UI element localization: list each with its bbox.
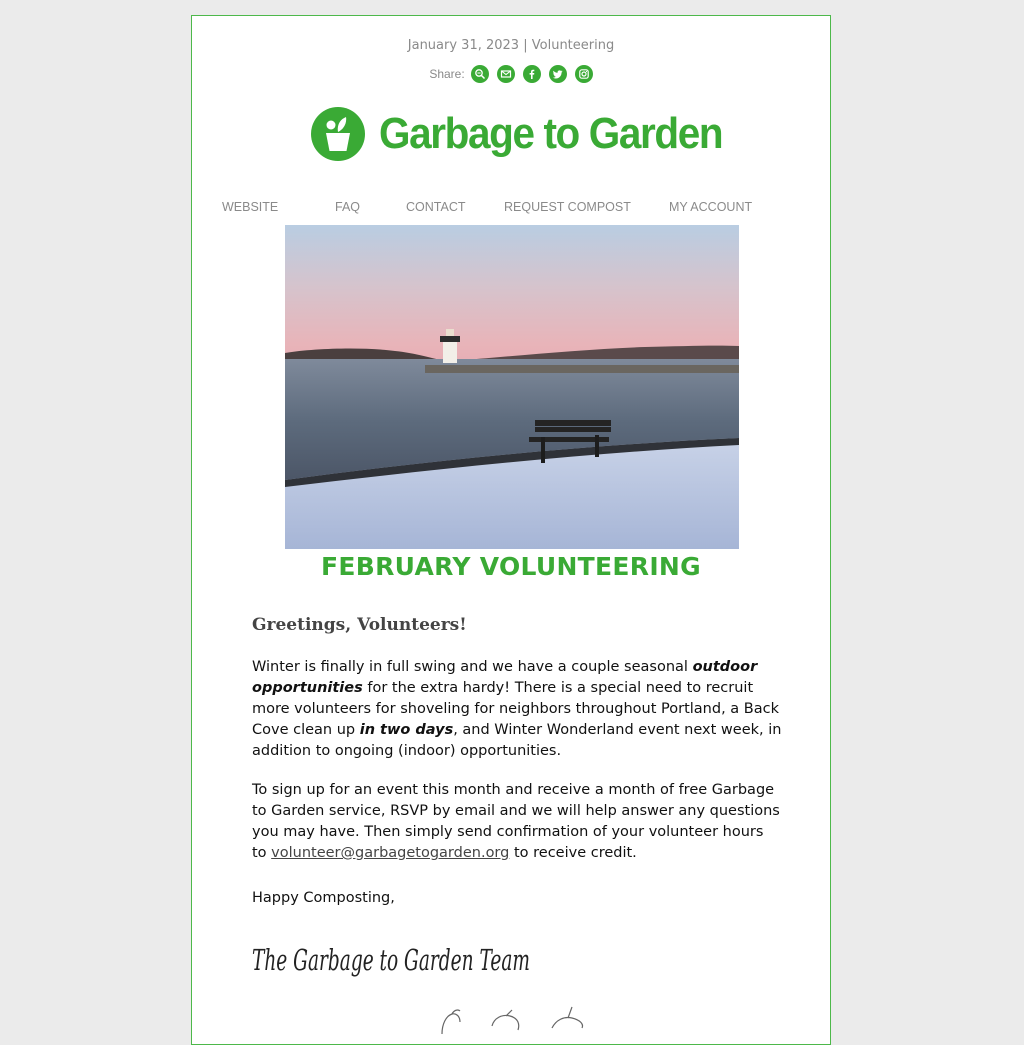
nav-my-account[interactable]: MY ACCOUNT xyxy=(669,200,753,214)
email-container xyxy=(191,15,831,1045)
instagram-icon[interactable] xyxy=(575,65,593,83)
signature-handwritten xyxy=(250,936,550,992)
nav-faq[interactable]: FAQ xyxy=(335,200,361,214)
svg-text:The Garbage to Garden Team: The Garbage to Garden Team xyxy=(252,943,530,977)
message-body xyxy=(252,613,782,909)
greeting: Greetings, Volunteers! xyxy=(252,615,467,635)
facebook-icon[interactable] xyxy=(523,65,541,83)
newsletter-headline: FEBRUARY VOLUNTEERING xyxy=(321,552,701,581)
brand-logo[interactable] xyxy=(310,104,752,164)
signup-paragraph: To sign up for an event this month and receive a month of free Garbage to Garden service, RSVP by email and we will help answer any questions you may have. Then simply send confirmation of your volunteer hours to volunteer@garbagetogarden.org to receive credit. xyxy=(252,782,780,861)
compost-leaf-icon xyxy=(310,106,366,162)
email-icon[interactable] xyxy=(497,65,515,83)
zoom-icon[interactable] xyxy=(471,65,489,83)
closing-line: Happy Composting, xyxy=(252,890,395,906)
brand-name: Garbage to Garden xyxy=(379,109,723,158)
nav-request-compost[interactable]: REQUEST COMPOST xyxy=(504,200,631,214)
post-date: January 31, 2023 xyxy=(407,38,520,53)
meta-separator: | xyxy=(523,38,528,53)
share-bar xyxy=(192,65,830,83)
hero-image-lighthouse xyxy=(285,225,739,549)
post-category[interactable]: Volunteering xyxy=(531,38,615,53)
nav-website[interactable]: WEBSITE xyxy=(222,200,279,214)
intro-paragraph: Winter is finally in full swing and we have a couple seasonal outdoor opportunities for the extra hardy! There is a special need to recruit more volunteers for shoveling for neighbors throughout Portland, a Back Cove clean up in two days, and Winter Wonderland event next week, in addition to ongoing (indoor) opportunities. xyxy=(252,659,782,759)
compost-doodles-icon xyxy=(432,1004,602,1034)
volunteer-email-link[interactable]: volunteer@garbagetogarden.org xyxy=(271,845,510,861)
nav-contact[interactable]: CONTACT xyxy=(406,200,466,214)
date-category-line xyxy=(192,38,830,53)
top-nav xyxy=(192,200,830,216)
share-label: Share: xyxy=(429,67,465,81)
twitter-icon[interactable] xyxy=(549,65,567,83)
